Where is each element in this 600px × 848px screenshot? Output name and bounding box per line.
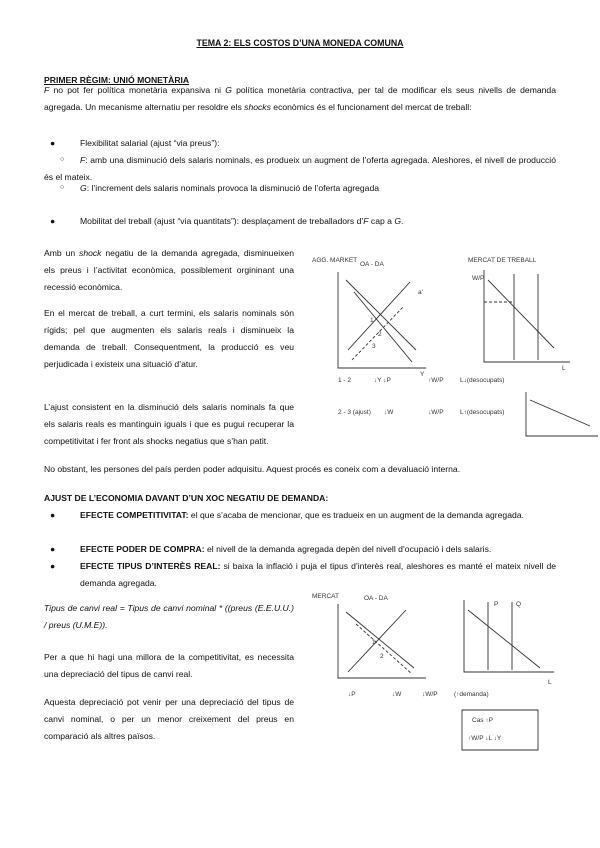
bullet-icon: ●	[50, 216, 56, 226]
para-millora: Per a que hi hagi una millora de la competitivitat, es necessita una depreciació del tipus de canvi real.	[44, 652, 294, 679]
sketch1-mini-curve	[530, 400, 590, 426]
sketch2-row1-a: ↓P	[348, 691, 356, 698]
sketch2-curve-label: OA - DA	[364, 595, 388, 602]
shock-word: shock	[79, 248, 102, 258]
bullet-poder-compra-text	[44, 541, 556, 558]
bullet-flexibilitat	[44, 135, 556, 152]
sketch1-mark: a'	[418, 289, 423, 296]
handwritten-sketch-1	[308, 250, 598, 442]
poder-compra-label: EFECTE PODER DE COMPRA:	[80, 544, 205, 554]
sketch1-mark: W/P	[472, 275, 485, 282]
para-devaluacio: No obstant, les persones del país perden poder adquisitu. Aquest procés es coneix com a devaluació interna.	[44, 464, 461, 474]
bullet-competitivitat	[44, 507, 556, 524]
sketch2-box-a: Cas ↑P	[472, 717, 493, 724]
bullet-mobilitat-text	[44, 213, 556, 230]
sketch2-box	[462, 710, 538, 750]
mob-a: Mobilitat del treball (ajust “via quantitats”): desplaçament de treballadors d’	[80, 216, 364, 226]
sub-g-letter: G	[80, 183, 87, 193]
section1-heading: PRIMER RÈGIM: UNIÓ MONETÀRIA	[44, 75, 190, 85]
competitivitat-label: EFECTE COMPETITIVITAT:	[80, 510, 189, 520]
formula-tipus-canvi	[44, 600, 294, 634]
intro-paragraph	[44, 82, 556, 116]
bullet-icon: ●	[50, 510, 56, 520]
intro-f: F	[44, 85, 50, 95]
sketch2-row1-c: ↓W/P	[422, 691, 438, 698]
sketch1-row1-c: ↑W/P	[428, 377, 444, 384]
sub-bullet-g-text	[44, 180, 556, 197]
sketch1-mark: Y	[420, 371, 425, 378]
sketch1-row2-d: L↑(desocupats)	[460, 409, 505, 416]
bullet-flexibilitat-text: Flexibilitat salarial (ajust “via preus”):	[80, 138, 220, 148]
bullet-icon: ●	[50, 561, 56, 571]
intro-g: G	[225, 85, 232, 95]
sketch1-row1-d: L↓(desocupats)	[460, 377, 505, 384]
circle-bullet-icon: ○	[60, 184, 65, 191]
sketch2-right-axes	[464, 600, 554, 672]
sketch2-row1-d: (↑demanda)	[454, 691, 489, 698]
sketch1-curve-label: OA - DA	[360, 261, 384, 268]
intro-shocks: shocks	[244, 101, 271, 112]
sketch2-mark: 2	[380, 653, 384, 660]
sketch1-da-curve	[346, 280, 416, 350]
sketch1-demand-curve	[488, 280, 554, 348]
intro-text-3: econòmics és el funcionament del mercat de treball:	[270, 101, 472, 112]
shock-c: negatiu de la demanda agregada, disminueixen els preus i l’activitat econòmica, possiblement orgininant una recessió econòmica.	[44, 248, 294, 292]
sketch2-mark: P	[494, 601, 499, 608]
tipus-interes-body: si baixa la inflació i puja el tipus d’interès real, aleshores es manté el mateix nivell de demanda agregada.	[80, 561, 557, 588]
bullet-tipus-interes-text	[44, 558, 556, 592]
intro-text-2: política monetària contractiva, per tal de modificar els seus nivells de demanda agregada. Un mecanisme alternatiu per resoldre els	[44, 85, 556, 112]
para-depreciacio: Aquesta depreciació pot venir per una depreciació del tipus de canvi nominal, o per un menor creixement del preus en comparació als altres països.	[44, 697, 294, 741]
sketch2-left-label: MERCAT	[312, 593, 339, 600]
mob-c: cap a	[368, 216, 395, 226]
sketch2-mark: 1	[372, 639, 376, 646]
sketch1-left-axes	[338, 272, 426, 368]
intro-text-1: no pot fer política monetària expansiva ni	[49, 85, 226, 95]
tipus-interes-label: EFECTE TIPUS D’INTERÈS REAL:	[80, 561, 221, 571]
para-ajust: L’ajust consistent en la disminució dels salaris nominals fa que els salaris reals es mantinguin iguals i que es pugui recuperar la competitivitat i fer front als shocks negatius que s’han patit.	[44, 402, 294, 446]
bullet-competitivitat-text	[44, 507, 556, 524]
sketch1-row1-a: 1 - 2	[338, 377, 352, 384]
sketch1-mark: 1	[370, 317, 374, 324]
handwritten-sketch-2	[308, 588, 598, 756]
sketch1-mark: 2	[378, 331, 382, 338]
para-mercat-treball: En el mercat de treball, a curt termini, els salaris nominals són rígids; pel que augmenten els salaris reals i disminueix la demanda de treball. Consequentment, la producció es veu perjudicada i existeix una situació d’atur.	[44, 308, 294, 369]
sketch1-oa-curve	[348, 282, 410, 350]
sketch1-row2-b: ↓W	[384, 409, 394, 416]
mob-f: F	[363, 216, 369, 226]
mob-g: G	[394, 216, 402, 226]
sketch1-right-label: MERCAT DE TREBALL	[468, 257, 537, 264]
sketch2-mark: Q	[516, 601, 522, 608]
sketch1-mark: L	[562, 365, 566, 372]
circle-bullet-icon: ○	[60, 156, 65, 163]
mob-e: .	[401, 216, 404, 226]
formula-text: Tipus de canvi real = Tipus de canvi nominal * ((preus (E.E.U.U.) / preus (U.M.E)).	[44, 603, 294, 630]
sketch2-mark: L	[548, 679, 552, 686]
sub-bullet-g	[44, 180, 556, 197]
bullet-mobilitat	[44, 213, 556, 230]
sketch2-demand-curve	[468, 610, 540, 668]
sketch2-box-b: ↑W/P ↓L ↓Y	[468, 735, 502, 742]
competitivitat-body: el que s’acaba de mencionar, que es tradueix en un augment de la demanda agregada.	[188, 510, 524, 520]
sketch1-left-label: AGG. MARKET	[312, 257, 358, 264]
sub-f-body: : amb una disminució dels salaris nominals, es produeix un augment de l’oferta agregada. Aleshores, el nivell de producció és el mateix.	[44, 155, 556, 182]
sketch1-right-axes	[484, 270, 570, 362]
section2-heading: AJUST DE L’ECONOMIA DAVANT D’UN XOC NEGATIU DE DEMANDA:	[44, 493, 329, 503]
page-title: TEMA 2: ELS COSTOS D’UNA MONEDA COMUNA	[196, 38, 404, 48]
poder-compra-body: el nivell de la demanda agregada depèn del nivell d’ocupació i dels salaris.	[204, 544, 492, 554]
sketch2-da2-curve	[356, 624, 412, 674]
sketch1-row2-c: ↓W/P	[428, 409, 444, 416]
bullet-icon: ●	[50, 544, 56, 554]
sketch1-mark: 3	[372, 343, 376, 350]
sketch1-row2-a: 2 - 3 (ajust)	[338, 409, 371, 416]
para-shock	[44, 245, 294, 296]
sub-g-body: : l’increment dels salaris nominals provoca la disminució de l’oferta agregada	[86, 183, 380, 193]
sub-f-letter: F	[80, 155, 86, 165]
sketch2-row1-b: ↓W	[392, 691, 402, 698]
sketch1-da2-curve	[354, 292, 412, 362]
bullet-icon: ●	[50, 138, 56, 148]
bullet-tipus-interes	[44, 558, 556, 592]
bullet-poder-compra	[44, 541, 556, 558]
sketch1-row1-b: ↓Y ↓P	[374, 377, 391, 384]
sketch2-oa-curve	[348, 610, 406, 672]
shock-a: Amb un	[44, 248, 80, 258]
